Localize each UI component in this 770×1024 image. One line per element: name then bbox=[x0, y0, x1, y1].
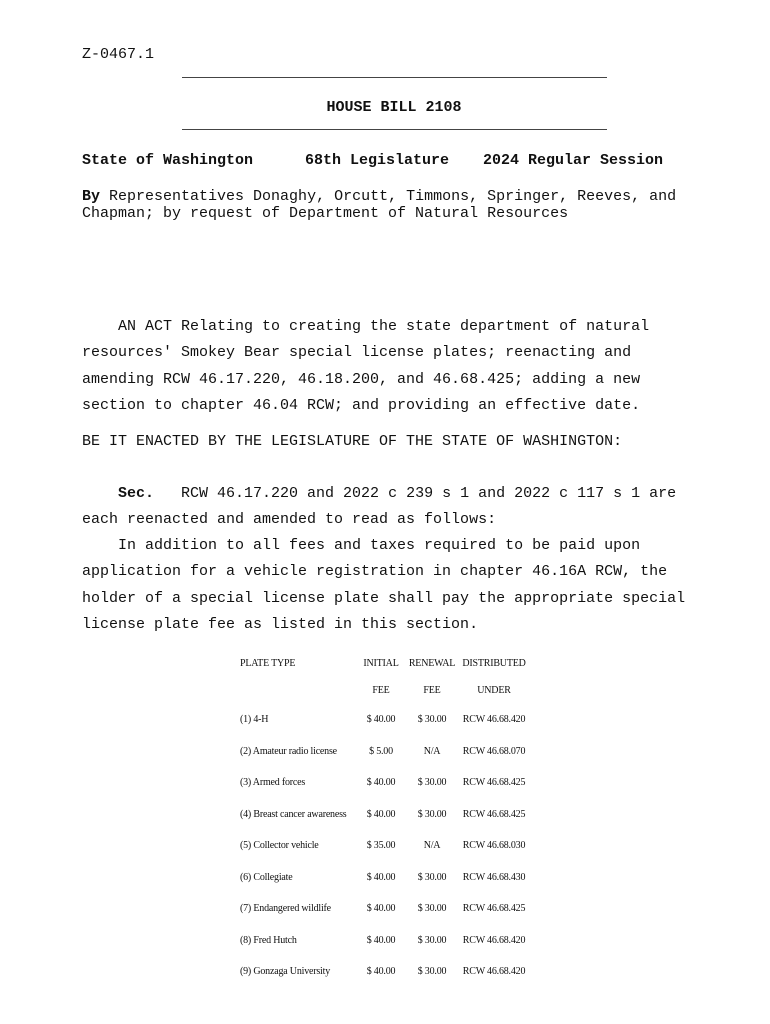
state-label: State of Washington bbox=[82, 152, 254, 169]
section-label: Sec. bbox=[118, 485, 155, 502]
header-renewal: RENEWAL bbox=[408, 658, 456, 669]
initial-fee-cell: $ 40.00 bbox=[366, 966, 396, 978]
plate-type-cell: (3) Armed forces bbox=[240, 777, 306, 789]
header-plate-type: PLATE TYPE bbox=[240, 658, 296, 669]
header-initial: INITIAL bbox=[363, 658, 399, 669]
header-blank bbox=[240, 677, 358, 704]
table-row bbox=[240, 736, 528, 768]
plate-type-cell: (4) Breast cancer awareness bbox=[240, 808, 347, 820]
enacting-clause: BE IT ENACTED BY THE LEGISLATURE OF THE STATE OF WASHINGTON: bbox=[82, 433, 623, 450]
table-row bbox=[240, 830, 528, 862]
by-label: By bbox=[82, 188, 101, 205]
section-heading bbox=[82, 481, 702, 534]
bill-title: HOUSE BILL 2108 bbox=[326, 99, 462, 116]
initial-fee-cell: $ 40.00 bbox=[366, 903, 396, 915]
table-header-row-2 bbox=[240, 677, 528, 704]
plate-type-cell: (1) 4-H bbox=[240, 714, 269, 726]
table-row bbox=[240, 893, 528, 925]
distributed-under-cell: RCW 46.68.420 bbox=[462, 934, 526, 946]
distributed-under-cell: RCW 46.68.420 bbox=[462, 966, 526, 978]
initial-fee-cell: $ 35.00 bbox=[366, 840, 396, 852]
header-under: UNDER bbox=[477, 685, 511, 696]
sponsors-text-1: Representatives Donaghy, Orcutt, Timmons, Springer, Reeves, and bbox=[109, 188, 677, 205]
distributed-under-cell: RCW 46.68.425 bbox=[462, 903, 526, 915]
distributed-under-cell: RCW 46.68.030 bbox=[462, 840, 526, 852]
distributed-under-cell: RCW 46.68.430 bbox=[462, 871, 526, 883]
document-code: Z-0467.1 bbox=[82, 46, 155, 63]
renewal-fee-cell: $ 30.00 bbox=[417, 714, 447, 726]
header-fee-2: FEE bbox=[423, 685, 441, 696]
table-row bbox=[240, 925, 528, 957]
title-rule-top bbox=[182, 77, 607, 78]
header-fee: FEE bbox=[372, 685, 390, 696]
renewal-fee-cell: $ 30.00 bbox=[417, 808, 447, 820]
table-header-row bbox=[240, 650, 528, 677]
section-body: In addition to all fees and taxes required to be paid upon application for a vehicle registration in chapter 46.16A RCW, the holder of a special license plate shall pay the appropriate special license plate fee as listed in this section. bbox=[82, 537, 686, 633]
plate-type-cell: (6) Collegiate bbox=[240, 871, 293, 883]
table-row bbox=[240, 956, 528, 988]
initial-fee-cell: $ 40.00 bbox=[366, 714, 396, 726]
distributed-under-cell: RCW 46.68.070 bbox=[462, 745, 526, 757]
plate-type-cell: (7) Endangered wildlife bbox=[240, 903, 331, 915]
table-row bbox=[240, 799, 528, 831]
header-distributed: DISTRIBUTED bbox=[462, 658, 526, 669]
renewal-fee-cell: N/A bbox=[423, 745, 441, 757]
fee-table bbox=[240, 650, 528, 988]
renewal-fee-cell: $ 30.00 bbox=[417, 934, 447, 946]
distributed-under-cell: RCW 46.68.425 bbox=[462, 777, 526, 789]
initial-fee-cell: $ 40.00 bbox=[366, 934, 396, 946]
initial-fee-cell: $ 40.00 bbox=[366, 777, 396, 789]
renewal-fee-cell: N/A bbox=[423, 840, 441, 852]
plate-type-cell: (9) Gonzaga University bbox=[240, 966, 331, 978]
renewal-fee-cell: $ 30.00 bbox=[417, 871, 447, 883]
section-text: RCW 46.17.220 and 2022 c 239 s 1 and 2022 c 117 s 1 are each reenacted and amended to read as follows: bbox=[82, 485, 677, 529]
sponsors-line-2: Chapman; by request of Department of Natural Resources bbox=[82, 205, 569, 222]
initial-fee-cell: $ 40.00 bbox=[366, 808, 396, 820]
legislature-label: 68th Legislature bbox=[305, 152, 450, 169]
distributed-under-cell: RCW 46.68.425 bbox=[462, 808, 526, 820]
act-paragraph: AN ACT Relating to creating the state department of natural resources' Smokey Bear special license plates; reenacting and amending RCW 46.17.220, 46.18.200, and 46.68.425; adding a new section to chapter 46.04 RCW; and providing an effective date. bbox=[82, 318, 650, 414]
sponsors-line-1 bbox=[82, 188, 676, 205]
initial-fee-cell: $ 5.00 bbox=[369, 745, 393, 757]
table-row bbox=[240, 862, 528, 894]
renewal-fee-cell: $ 30.00 bbox=[417, 777, 447, 789]
title-rule-bottom bbox=[182, 129, 607, 130]
plate-type-cell: (8) Fred Hutch bbox=[240, 934, 297, 946]
session-label: 2024 Regular Session bbox=[483, 152, 664, 169]
initial-fee-cell: $ 40.00 bbox=[366, 871, 396, 883]
table-row bbox=[240, 704, 528, 736]
plate-type-cell: (2) Amateur radio license bbox=[240, 745, 337, 757]
distributed-under-cell: RCW 46.68.420 bbox=[462, 714, 526, 726]
plate-type-cell: (5) Collector vehicle bbox=[240, 840, 319, 852]
table-row bbox=[240, 767, 528, 799]
renewal-fee-cell: $ 30.00 bbox=[417, 903, 447, 915]
renewal-fee-cell: $ 30.00 bbox=[417, 966, 447, 978]
